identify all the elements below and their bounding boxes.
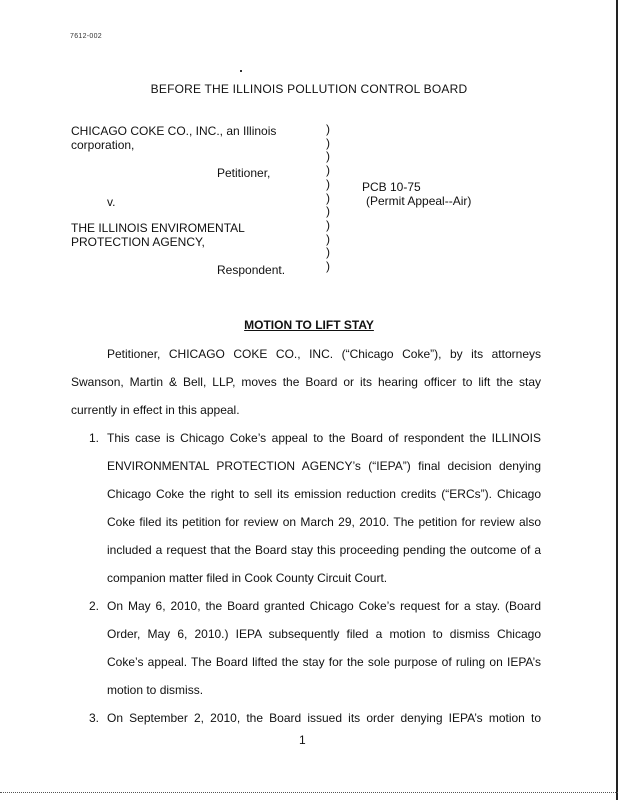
paren: ) bbox=[326, 176, 330, 191]
paragraph-number: 2. bbox=[89, 599, 100, 613]
paragraph-line: On May 6, 2010, the Board granted Chicago Coke’s request for a stay. (Board bbox=[107, 599, 541, 613]
case-number: PCB 10-75 bbox=[362, 180, 421, 194]
motion-title: MOTION TO LIFT STAY bbox=[244, 318, 374, 332]
paragraph-number: 1. bbox=[89, 431, 100, 445]
paragraph-line: Coke’s appeal. The Board lifted the stay for the sole purpose of ruling on IEPA’s bbox=[107, 655, 541, 669]
intro-line: Petitioner, CHICAGO COKE CO., INC. (“Chicago Coke”), by its attorneys bbox=[107, 347, 541, 361]
paren: ) bbox=[326, 217, 330, 232]
paren: ) bbox=[326, 163, 330, 178]
versus-label: v. bbox=[107, 195, 116, 209]
document-id: 7612-002 bbox=[70, 33, 102, 40]
paren: ) bbox=[326, 204, 330, 219]
paragraph-line: included a request that the Board stay this proceeding pending the outcome of a bbox=[107, 543, 541, 557]
court-title: BEFORE THE ILLINOIS POLLUTION CONTROL BOARD bbox=[150, 82, 468, 96]
paren: ) bbox=[326, 231, 330, 246]
caption-parentheses bbox=[326, 123, 334, 274]
scan-edge-bottom bbox=[0, 792, 618, 794]
petitioner-name-line2: corporation, bbox=[71, 138, 135, 152]
paren: ) bbox=[326, 259, 330, 274]
paren: ) bbox=[326, 135, 330, 150]
respondent-name-line2: PROTECTION AGENCY, bbox=[71, 235, 205, 249]
paragraph-line: motion to dismiss. bbox=[107, 683, 204, 697]
page-number: 1 bbox=[299, 733, 306, 747]
paragraph-line: Coke filed its petition for review on March 29, 2010. The petition for review also bbox=[107, 515, 541, 529]
scan-speck bbox=[240, 70, 242, 72]
respondent-name-line1: THE ILLINOIS ENVIROMENTAL bbox=[71, 221, 245, 235]
petitioner-role: Petitioner, bbox=[217, 166, 271, 180]
paragraph-line: ENVIRONMENTAL PROTECTION AGENCY’s (“IEPA”) final decision denying bbox=[107, 459, 541, 473]
paragraph-line: Order, May 6, 2010.) IEPA subsequently filed a motion to dismiss Chicago bbox=[107, 627, 541, 641]
intro-line: currently in effect in this appeal. bbox=[71, 403, 240, 417]
paren: ) bbox=[326, 149, 330, 164]
paragraph-number: 3. bbox=[89, 711, 100, 725]
paren: ) bbox=[326, 122, 330, 136]
petitioner-name-line1: CHICAGO COKE CO., INC., an Illinois bbox=[71, 124, 277, 138]
case-type: (Permit Appeal--Air) bbox=[366, 194, 472, 208]
paragraph-line: On September 2, 2010, the Board issued its order denying IEPA’s motion to bbox=[107, 711, 541, 725]
paragraph-line: companion matter filed in Cook County Circuit Court. bbox=[107, 571, 388, 585]
respondent-role: Respondent. bbox=[217, 263, 286, 277]
paragraph-line: Chicago Coke the right to sell its emission reduction credits (“ERCs”). Chicago bbox=[107, 487, 541, 501]
paragraph-line: This case is Chicago Coke’s appeal to the Board of respondent the ILLINOIS bbox=[107, 431, 541, 445]
intro-line: Swanson, Martin & Bell, LLP, moves the Board or its hearing officer to lift the stay bbox=[71, 375, 541, 389]
paren: ) bbox=[326, 190, 330, 205]
paren: ) bbox=[326, 245, 330, 260]
